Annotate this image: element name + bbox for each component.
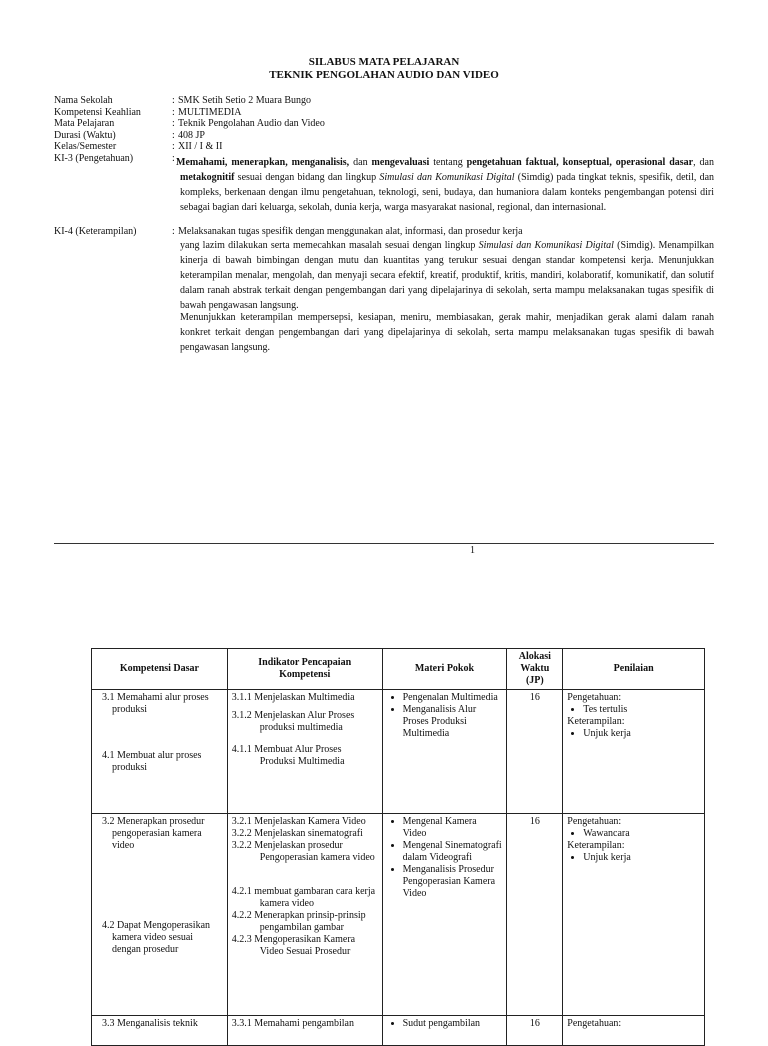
indicator-cell: 3.2.1 Menjelaskan Kamera Video 3.2.2 Menjelaskan sinematografi 3.2.2 Menjelaskan prosedur Pengoperasian kamera video 4.2.1 membuat gambaran cara kerja kamera video 4.2.2 Menerapkan prinsip-prinsip pengambilan gambar 4.2.3 Mengoperasikan Kamera Video Sesuai Prosedur	[227, 814, 382, 1016]
ki4-row: KI-4 (Keterampilan) : Melaksanakan tugas spesifik dengan menggunakan alat, informasi, dan prosedur kerja	[54, 226, 714, 238]
document-title: SILABUS MATA PELAJARAN	[308, 56, 460, 68]
info-row-school: Nama Sekolah : SMK Setih Setio 2 Muara Bungo	[54, 95, 714, 107]
ki3-text: Memahami, menerapkan, menganalisis, dan mengevaluasi tentang pengetahuan faktual, konseptual, operasional dasar, dan metakognitif sesuai dengan bidang dan lingkup Simulasi dan Komunikasi Digital (Simdig) pada tingkat teknis, spesifik, detil, dan kompleks, berkenaan dengan ilmu pengetahuan, teknologi, seni, budaya, dan humaniora dalam konteks pengembangan potensi diri sebagai bagian dari keluarga, sekolah, dunia kerja, warga masyarakat nasional, regional, dan internasional.	[176, 157, 715, 213]
column-header: Kompetensi Dasar	[92, 649, 228, 690]
info-value: Teknik Pengolahan Audio dan Video	[178, 118, 325, 130]
info-label: Kompetensi Keahlian	[54, 106, 141, 118]
info-label: Kelas/Semester	[54, 141, 117, 153]
info-row-duration: Durasi (Waktu) : 408 JP	[54, 130, 714, 142]
ki4-text: yang lazim dilakukan serta memecahkan masalah sesuai dengan lingkup Simulasi dan Komunikasi Digital (Simdig). Menampilkan kinerja di bawah bimbingan dengan mutu dan kuantitas yang terukur sesuai dengan standar kompetensi kerja. Menunjukkan keterampilan menalar, mengolah, dan menyaji secara efektif, kreatif, produktif, kritis, mandiri, kolaboratif, komunikatif, dan solutif dalam ranah abstrak terkait dengan pengembangan dari yang dipelajarinya di sekolah, serta mampu melaksanakan tugas spesifik di bawah pengawasan langsung.	[180, 240, 714, 311]
table-header-row	[92, 649, 705, 690]
materi-cell: • Sudut pengambilan	[382, 1016, 507, 1046]
assessment-cell: Pengetahuan: • Tes tertulis Keterampilan: • Unjuk kerja	[563, 690, 705, 814]
info-value: SMK Setih Setio 2 Muara Bungo	[178, 95, 312, 106]
table-row	[92, 690, 705, 814]
info-value: XII / I & II	[178, 141, 223, 153]
column-header: Penilaian	[563, 649, 705, 690]
syllabus-table	[91, 648, 705, 1046]
page-number: 1	[470, 545, 475, 556]
column-header: Alokasi Waktu (JP)	[507, 649, 563, 690]
document-subtitle: TEKNIK PENGOLAHAN AUDIO DAN VIDEO	[269, 69, 499, 81]
indicator-cell: 3.3.1 Memahami pengambilan	[227, 1016, 382, 1046]
info-value: Melaksanakan tugas spesifik dengan menggunakan alat, informasi, dan prosedur kerja	[178, 226, 523, 237]
info-row-competency: Kompetensi Keahlian : MULTIMEDIA	[54, 107, 714, 119]
kd-cell: 3.2 Menerapkan prosedur pengoperasian kamera video 4.2 Dapat Mengoperasikan kamera video sesuai dengan prosedur	[92, 814, 228, 1016]
kd-cell: 3.3 Menganalisis teknik	[92, 1016, 228, 1046]
info-row-subject: Mata Pelajaran : Teknik Pengolahan Audio dan Video	[54, 118, 714, 130]
indicator-cell: 3.1.1 Menjelaskan Multimedia 3.1.2 Menjelaskan Alur Proses produksi multimedia 4.1.1 Membuat Alur Proses Produksi Multimedia	[227, 690, 382, 814]
info-value: 408 JP	[178, 129, 205, 141]
table-row	[92, 814, 705, 1016]
ki4-text-2: Menunjukkan keterampilan mempersepsi, kesiapan, meniru, membiasakan, gerak mahir, menjadikan gerak alami dalam ranah konkret terkait dengan pengembangan dari yang dipelajarinya di sekolah, serta mampu melaksanakan tugas spesifik di bawah pengawasan langsung.	[180, 312, 714, 353]
time-cell: 16	[507, 690, 563, 814]
info-label: Nama Sekolah	[54, 95, 113, 106]
info-label: KI-3 (Pengetahuan)	[54, 152, 134, 164]
assessment-cell: Pengetahuan:	[563, 1016, 705, 1046]
materi-cell: • Mengenal Kamera Video • Mengenal Sinematografi dalam Videografi • Menganalisis Prosedur Pengoperasian Kamera Video	[382, 814, 507, 1016]
time-cell: 16	[507, 1016, 563, 1046]
info-label: Durasi (Waktu)	[54, 129, 116, 141]
column-header: Indikator Pencapaian Kompetensi	[227, 649, 382, 690]
info-row-class: Kelas/Semester : XII / I & II	[54, 141, 714, 153]
table-row	[92, 1016, 705, 1046]
footer-divider	[54, 543, 714, 544]
kd-cell: 3.1 Memahami alur proses produksi 4.1 Membuat alur proses produksi	[92, 690, 228, 814]
time-cell: 16	[507, 814, 563, 1016]
info-label: KI-4 (Keterampilan)	[54, 226, 137, 237]
info-label: Mata Pelajaran	[54, 118, 115, 130]
column-header: Materi Pokok	[382, 649, 507, 690]
assessment-cell: Pengetahuan: • Wawancara Keterampilan: • Unjuk kerja	[563, 814, 705, 1016]
info-row-ki3: KI-3 (Pengetahuan) :	[54, 153, 714, 165]
info-value: MULTIMEDIA	[178, 106, 242, 118]
materi-cell: • Pengenalan Multimedia • Menganalisis Alur Proses Produksi Multimedia	[382, 690, 507, 814]
